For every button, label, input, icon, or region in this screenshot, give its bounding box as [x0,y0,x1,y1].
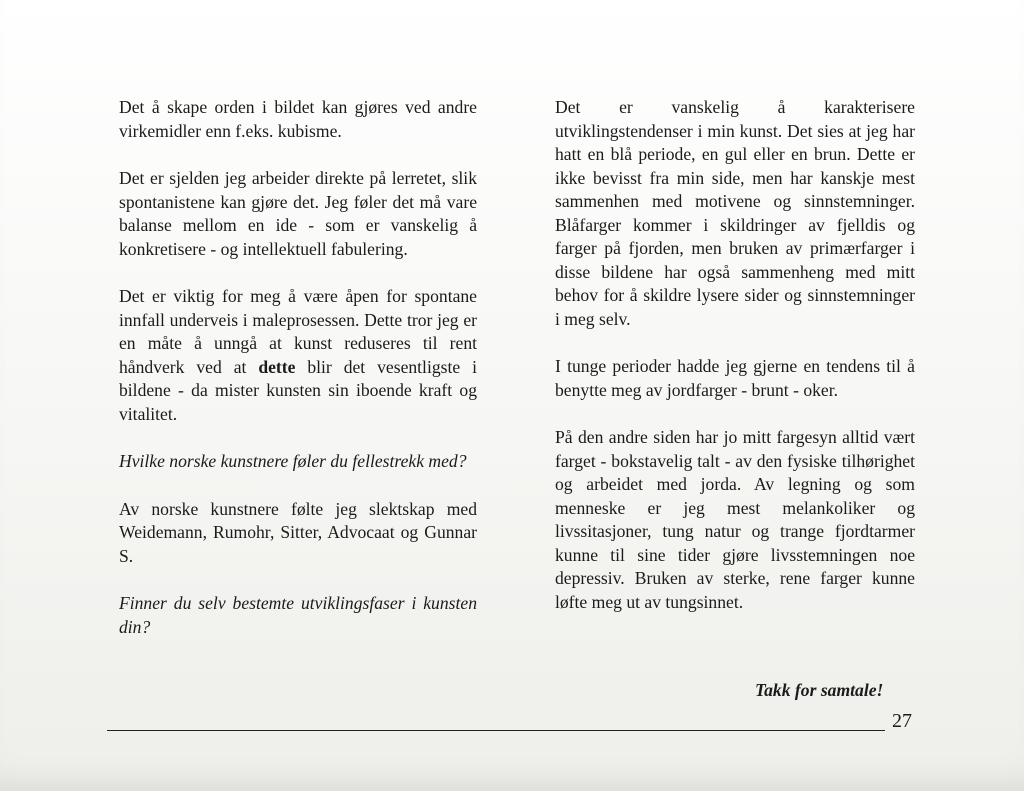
interview-question: Finner du selv bestemte utviklingsfaser i kunsten din? [119,593,477,637]
right-column [555,96,915,614]
paragraph: Det er vanskelig å karakterisere utviklingstendenser i min kunst. Det sies at jeg har hatt en blå periode, en gul eller en brun. Dette er ikke bevisst fra min side, men har kanskje mest sammenhen med motivene og sinnstemninger. Blåfarger kommer i skildringer av fjelldis og farger på fjorden, men bruken av primærfarger i disse bildene har også sammenheng med mitt behov for å skildre lysere sider og sinnstemninger i meg selv. [555,97,915,329]
paragraph: I tunge perioder hadde jeg gjerne en tendens til å benytte meg av jordfarger - brunt - oker. [555,356,915,400]
paragraph: Det er sjelden jeg arbeider direkte på lerretet, slik spontanistene kan gjøre det. Jeg føler det må vare balanse mellom en ide - som er vanskelig å konkretisere - og intellektuell fabulering. [119,168,477,259]
paragraph [119,285,477,426]
paragraph-text: Det er viktig for meg å være åpen for spontane innfall underveis i maleprosessen. Dette tror jeg er en måte å unngå at kunst reduseres til rent håndverk ved at [119,286,477,377]
paragraph: Det å skape orden i bildet kan gjøres ved andre virkemidler enn f.eks. kubisme. [119,97,477,141]
left-column [119,96,477,639]
emphasis-word: dette [258,356,296,377]
interview-question: Hvilke norske kunstnere føler du fellestrekk med? [119,451,467,471]
paragraph: På den andre siden har jo mitt fargesyn alltid vært farget - bokstavelig talt - av den fysiske tilhørighet og arbeidet med jorda. Av legning og som menneske er jeg mest melankoliker og livssitasjoner, tung natur og trange fjordtarmer kunne til sine tider gjøre livsstemningen noe depressiv. Bruken av sterke, rene farger kunne løfte meg ut av tungsinnet. [555,427,915,612]
paragraph-text: blir det vesentligste i bildene - da mister kunsten sin iboende kraft og vitalitet. [119,356,477,424]
closing-remark: Takk for samtale! [755,680,884,700]
footer-divider [107,730,885,731]
paragraph: Av norske kunstnere følte jeg slektskap med Weidemann, Rumohr, Sitter, Advocaat og Gunnar S. [119,498,477,566]
page-number: 27 [892,710,912,732]
